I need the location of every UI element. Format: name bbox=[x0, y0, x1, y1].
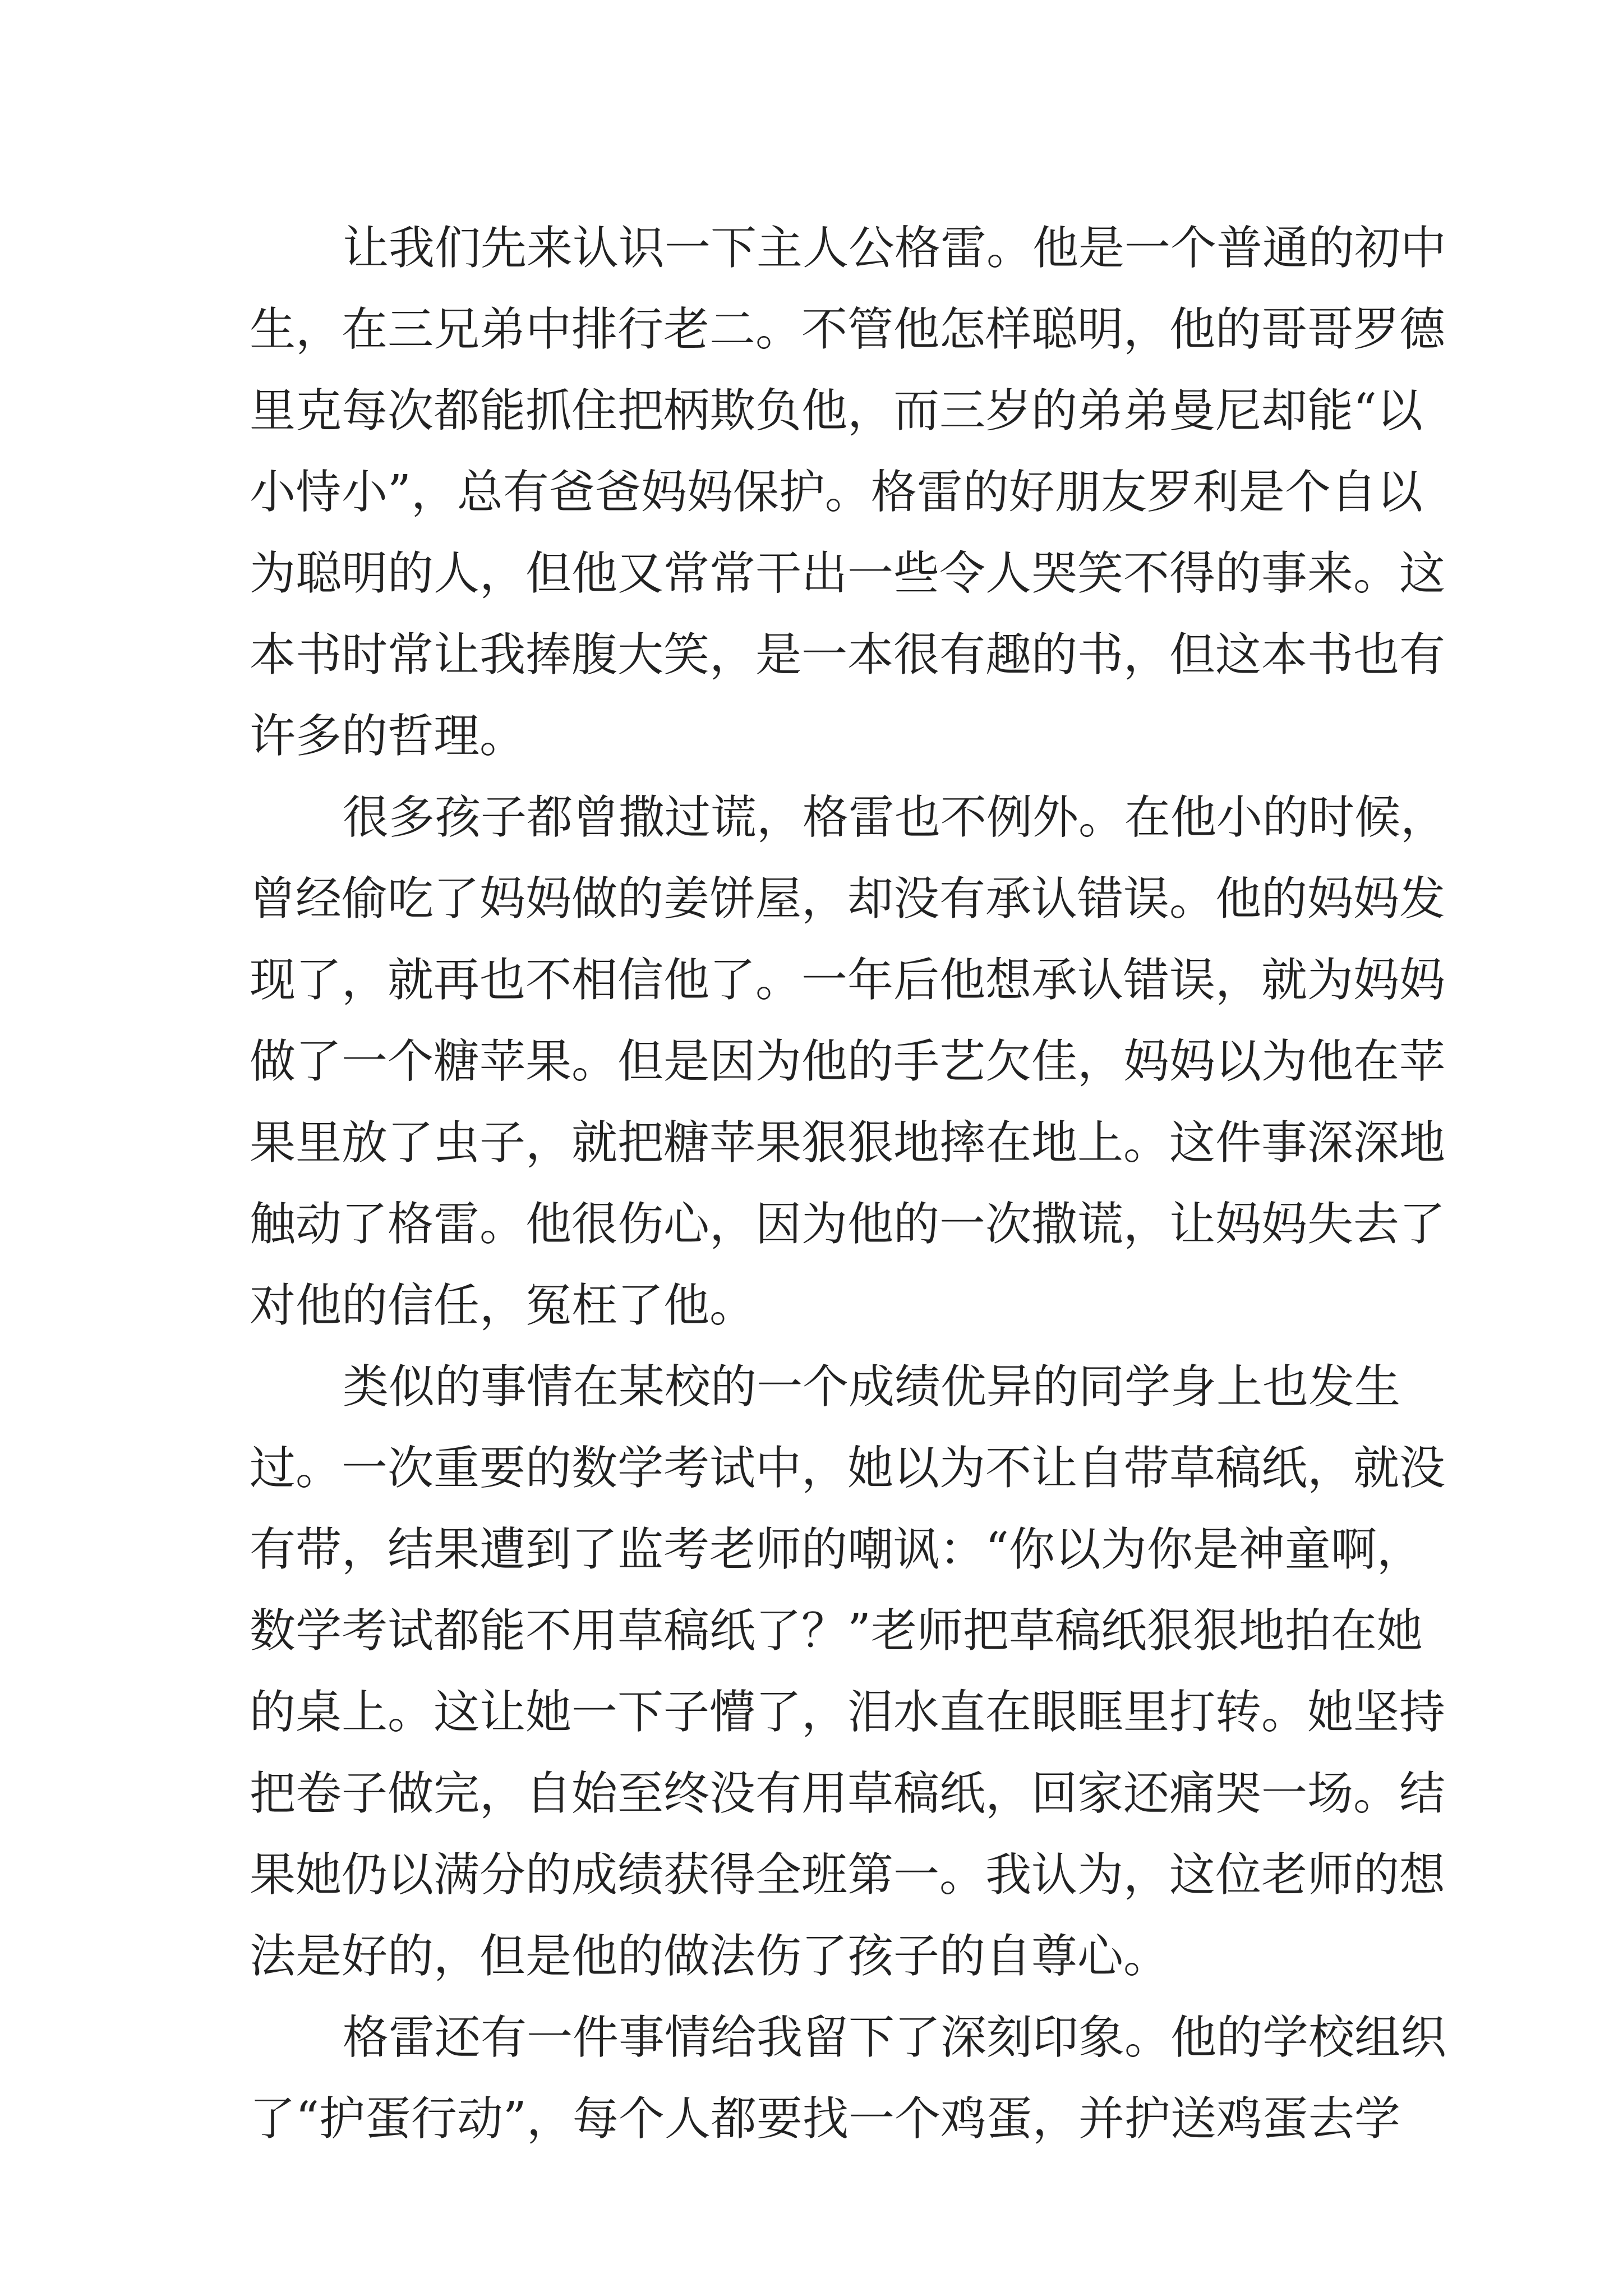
paragraph-4-line: 格雷还有一件事情给我留下了深刻印象。他的学校组织 bbox=[343, 2011, 1447, 2064]
paragraph-1-line: 让我们先来认识一下主人公格雷。他是一个普通的初中 bbox=[343, 222, 1447, 275]
paragraph-1-line: 本书时常让我捧腹大笑，是一本很有趣的书，但这本书也有 bbox=[250, 628, 1446, 682]
paragraph-3-line: 果她仍以满分的成绩获得全班第一。我认为，这位老师的想 bbox=[250, 1848, 1446, 1902]
paragraph-2-line: 现了，就再也不相信他了。一年后他想承认错误，就为妈妈 bbox=[250, 954, 1446, 1007]
paragraph-3-line: 把卷子做完，自始至终没有用草稿纸，回家还痛哭一场。结 bbox=[250, 1767, 1446, 1820]
paragraph-2-line: 触动了格雷。他很伤心，因为他的一次撒谎，让妈妈失去了 bbox=[250, 1198, 1446, 1251]
paragraph-2-line: 曾经偷吃了妈妈做的姜饼屋，却没有承认错误。他的妈妈发 bbox=[250, 872, 1446, 926]
paragraph-2-line: 对他的信任，冤枉了他。 bbox=[250, 1279, 756, 1332]
paragraph-3-line: 数学考试都能不用草稿纸了？”老师把草稿纸狠狠地拍在她 bbox=[250, 1604, 1423, 1658]
paragraph-2-line: 很多孩子都曾撒过谎，格雷也不例外。在他小的时候， bbox=[343, 791, 1447, 844]
paragraph-2-line: 果里放了虫子，就把糖苹果狠狠地摔在地上。这件事深深地 bbox=[250, 1116, 1446, 1170]
document-body bbox=[250, 208, 1447, 2160]
paragraph-1-line: 为聪明的人，但他又常常干出一些令人哭笑不得的事来。这 bbox=[250, 547, 1446, 600]
paragraph-1-line: 生，在三兄弟中排行老二。不管他怎样聪明，他的哥哥罗德 bbox=[250, 303, 1446, 356]
paragraph-3-line: 过。一次重要的数学考试中，她以为不让自带草稿纸，就没 bbox=[250, 1442, 1446, 1495]
paragraph-1-line: 许多的哲理。 bbox=[250, 710, 526, 763]
paragraph-3-line: 法是好的，但是他的做法伤了孩子的自尊心。 bbox=[250, 1930, 1170, 1983]
paragraph-2-line: 做了一个糖苹果。但是因为他的手艺欠佳，妈妈以为他在苹 bbox=[250, 1035, 1446, 1088]
paragraph-4-line: 了“护蛋行动”，每个人都要找一个鸡蛋，并护送鸡蛋去学 bbox=[250, 2092, 1400, 2146]
paragraph-1-line: 小恃小”，总有爸爸妈妈保护。格雷的好朋友罗利是个自以 bbox=[250, 466, 1423, 519]
paragraph-1-line: 里克每次都能抓住把柄欺负他，而三岁的弟弟曼尼却能“以 bbox=[250, 384, 1423, 438]
paragraph-3-line: 的桌上。这让她一下子懵了，泪水直在眼眶里打转。她坚持 bbox=[250, 1686, 1446, 1739]
paragraph-3-line: 类似的事情在某校的一个成绩优异的同学身上也发生 bbox=[343, 1360, 1401, 1414]
paragraph-3-line: 有带，结果遭到了监考老师的嘲讽：“你以为你是神童啊， bbox=[250, 1523, 1423, 1576]
